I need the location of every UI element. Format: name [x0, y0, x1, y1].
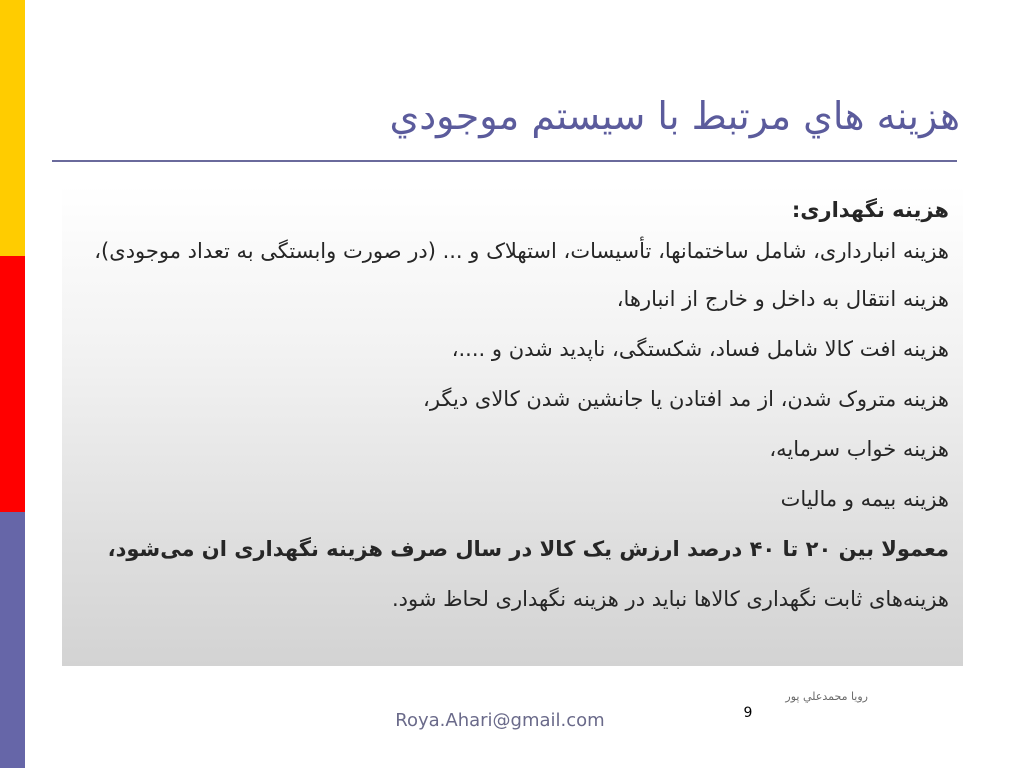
side-stripe-yellow	[0, 0, 25, 256]
title-divider	[52, 160, 957, 162]
footer-email: Roya.Ahari@gmail.com	[395, 710, 605, 731]
content-line-spoilage: هزینه افت کالا شامل فساد، شکستگی، ناپدید شدن و ....،	[451, 337, 949, 361]
content-note-percentage: معمولا بین ۲۰ تا ۴۰ درصد ارزش یک کالا در سال صرف هزینه نگهداری ان می‌شود،	[107, 537, 949, 561]
content-line-transfer: هزینه انتقال به داخل و خارج از انبارها،	[616, 287, 949, 311]
content-note-fixed-costs: هزینه‌های ثابت نگهداری کالاها نباید در هزینه نگهداری لحاظ شود.	[391, 587, 949, 611]
content-line-capital: هزینه خواب سرمایه،	[769, 437, 949, 461]
content-line-insurance: هزینه بیمه و مالیات	[780, 487, 949, 511]
content-heading: هزینه نگهداری:	[791, 198, 949, 222]
side-stripe-blue	[0, 512, 25, 768]
content-line-warehousing: هزینه انبارداری، شامل ساختمانها، تأسیسات، استهلاک و ... (در صورت وابستگی به تعداد موجودی)،	[94, 239, 949, 263]
content-line-obsolescence: هزینه متروک شدن، از مد افتادن یا جانشین شدن کالای دیگر،	[423, 387, 949, 411]
content-box	[62, 185, 963, 666]
side-stripe-red	[0, 256, 25, 512]
page-number: 9	[743, 705, 753, 721]
footer-author: رويا محمدعلي پور	[785, 690, 868, 703]
slide-title: هزينه هاي مرتبط با سيستم موجودي	[389, 94, 960, 138]
